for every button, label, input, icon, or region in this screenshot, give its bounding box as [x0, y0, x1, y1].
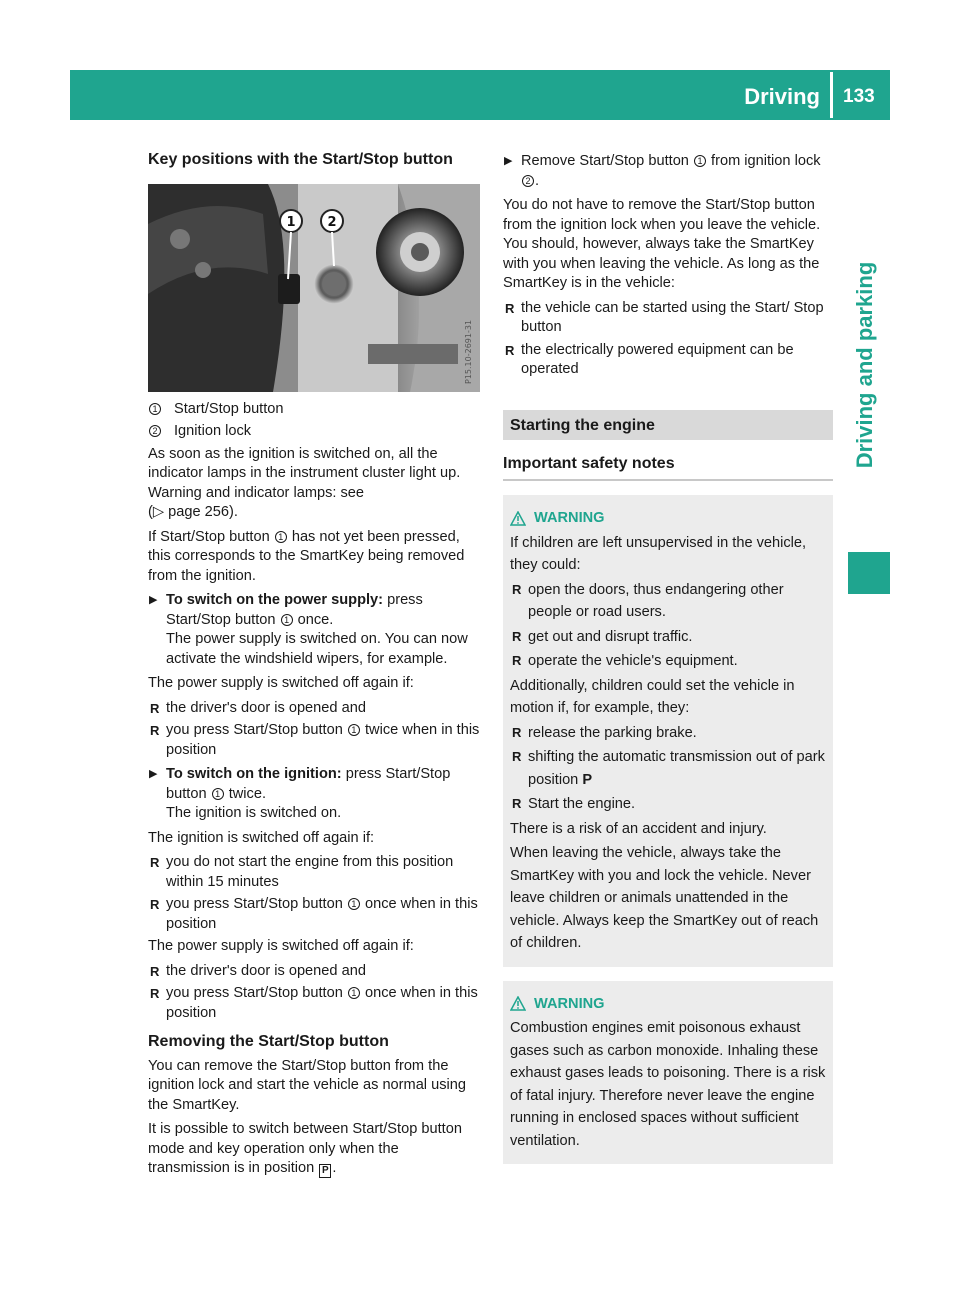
side-tab-label: Driving and parking [852, 261, 877, 469]
list-item: R the driver's door is opened and [148, 699, 480, 719]
list-item: R shifting the automatic transmission out of park position P [510, 746, 826, 791]
instruction-step: ▶ To switch on the ignition: press Start/Stop button 1 twice. The ignition is switched on. [148, 765, 480, 824]
page-number: 133 [843, 86, 875, 107]
list-item: R you do not start the engine from this position within 15 minutes [148, 853, 480, 892]
list-item: R release the parking brake. [510, 722, 826, 745]
subsection-heading: Important safety notes [503, 454, 833, 482]
legend-item: 1 Start/Stop button [148, 400, 480, 420]
list-item: R get out and disrupt traffic. [510, 626, 826, 649]
photo-marker-1: 1 [286, 214, 296, 230]
list-item: R the driver's door is opened and [148, 962, 480, 982]
subsection-heading: Removing the Start/Stop button [148, 1033, 389, 1050]
warning-triangle-icon [510, 511, 526, 526]
paragraph: The power supply is switched off again if: [148, 675, 414, 691]
side-tab-block [848, 552, 890, 594]
paragraph: You can remove the Start/Stop button from the ignition lock and start the vehicle as normal using the SmartKey. [148, 1057, 466, 1113]
photo-code: P15.10-2691-31 [464, 319, 473, 384]
list-item: R the vehicle can be started using the Start/ Stop button [503, 299, 833, 338]
paragraph: The ignition is switched off again if: [148, 829, 375, 846]
paragraph: As soon as the ignition is switched on, all the indicator lamps in the instrument cluster light up. Warning and indicator lamps: see (▷ page 256). [148, 445, 461, 520]
section-heading: Key positions with the Start/Stop button [148, 151, 453, 168]
list-item: R operate the vehicle's equipment. [510, 650, 826, 673]
list-item: R Start the engine. [510, 793, 826, 816]
warning-box: WARNING Combustion engines emit poisonous exhaust gases such as carbon monoxide. Inhaling these exhaust gases leads to poisoning. There is a risk of fatal injury. Therefore never leave the engine running in enclosed spaces without sufficient ventilation. [503, 981, 833, 1165]
instruction-step: ▶ Remove Start/Stop button 1 from ignition lock 2 . [503, 152, 833, 191]
list-item: R you press Start/Stop button 1 once when in this position [148, 895, 480, 934]
list-item: R you press Start/Stop button 1 twice when in this position [148, 721, 480, 760]
paragraph: You do not have to remove the Start/Stop button from the ignition lock when you leave the vehicle. You should, however, always take the SmartKey with you when leaving the vehicle. As long as the SmartKey is in the vehicle: [503, 197, 821, 291]
warning-title: WARNING [510, 993, 826, 1016]
list-item: R the electrically powered equipment can be operated [503, 341, 833, 380]
photo-marker-2: 2 [327, 214, 337, 230]
list-item: R you press Start/Stop button 1 once when in this position [148, 984, 480, 1023]
warning-box: WARNING If children are left unsupervised in the vehicle, they could: R open the doors, thus endangering other people or road users. R get out and disrupt traffic. R operate the vehicle's equipment. Additionally, children could set the vehicle in motion if, for example, they: R release the parking brake. R shifting the automatic transmission out of park position P R Start the engine. There is a risk of an accident and injury. When leaving the vehicle, always take the SmartKey with you and lock the vehicle. Never leave children or animals unattended in the vehicle. Always keep the SmartKey out of reach of children. [503, 495, 833, 967]
paragraph: It is possible to switch between Start/Stop button mode and key operation only when the transmission is in position P . [148, 1121, 462, 1176]
page-section-title: Driving [744, 84, 820, 109]
paragraph: The power supply is switched off again if: [148, 938, 414, 954]
side-tab [845, 200, 885, 530]
warning-title: WARNING [510, 507, 826, 530]
right-column [503, 152, 833, 1178]
ignition-photo [148, 184, 480, 392]
section-heading: Starting the engine [503, 410, 833, 440]
legend-item: 2 Ignition lock [148, 422, 480, 442]
paragraph: If Start/Stop button 1 has not yet been pressed, this corresponds to the SmartKey being removed from the ignition. [148, 528, 465, 584]
instruction-step: ▶ To switch on the power supply: press Start/Stop button 1 once. The power supply is switched on. You can now activate the windshield wipers, for example. [148, 591, 480, 669]
warning-triangle-icon [510, 996, 526, 1011]
page-reference[interactable]: (▷ page 256). [148, 504, 238, 520]
left-column [148, 150, 480, 1184]
header-separator [830, 72, 833, 118]
list-item: R open the doors, thus endangering other people or road users. [510, 579, 826, 624]
